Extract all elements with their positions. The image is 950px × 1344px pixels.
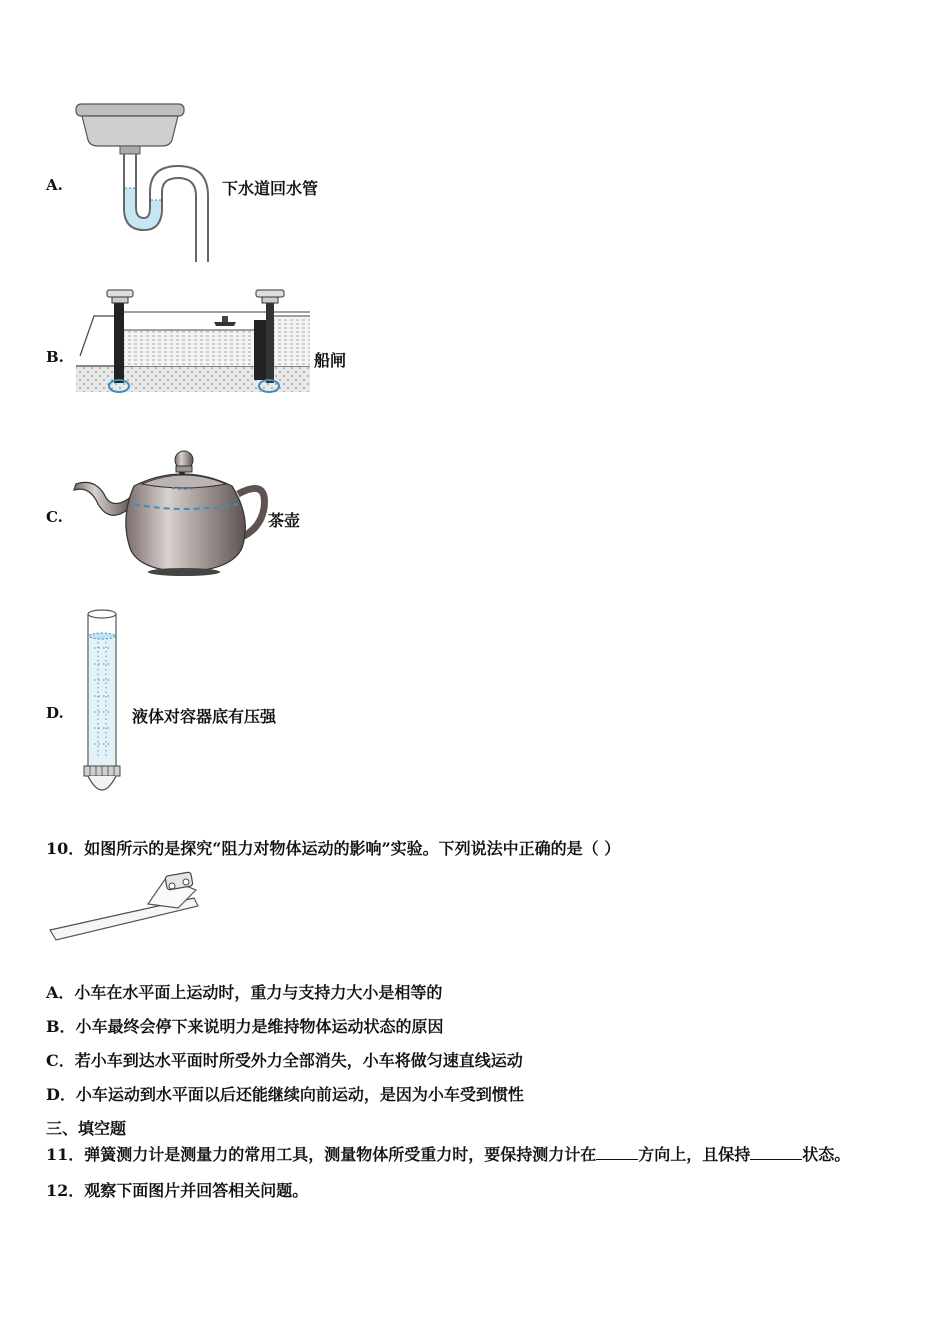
incline-cart-figure [48,868,200,948]
section-3-title: 三、填空题 [46,1119,127,1138]
option-b-caption: 船闸 [314,351,347,370]
option-d-letter: D. [46,704,64,722]
question-10-option-d: D．小车运动到水平面以后还能继续向前运动，是因为小车受到惯性 [46,1085,524,1104]
question-10-option-c: C．若小车到达水平面时所受外力全部消失，小车将做匀速直线运动 [46,1051,523,1070]
question-11-part2: 方向上，且保持 [638,1145,751,1164]
option-b-letter: B. [46,348,64,366]
tube-figure [80,608,130,800]
teapot-figure [72,448,272,578]
option-a-letter: A. [46,176,63,194]
question-10-stem: 10．如图所示的是探究“阻力对物体运动的影响”实验。下列说法中正确的是（ ） [46,839,621,858]
option-c-letter: C. [46,508,63,526]
ship-lock-figure [74,286,314,398]
question-12-stem: 12．观察下面图片并回答相关问题。 [46,1181,309,1200]
option-c-caption: 茶壶 [268,511,301,530]
question-11-part3: 状态。 [802,1145,851,1164]
question-11 [46,1142,850,1165]
blank-2[interactable] [750,1145,802,1160]
option-a-caption: 下水道回水管 [222,179,319,198]
question-11-part1: 11．弹簧测力计是测量力的常用工具，测量物体所受重力时，要保持测力计在 [46,1145,597,1164]
option-d-caption: 液体对容器底有压强 [132,707,277,726]
sink-trap-figure [70,100,220,265]
question-10-option-a: A．小车在水平面上运动时，重力与支持力大小是相等的 [46,983,443,1002]
blank-1[interactable] [596,1145,638,1160]
question-10-option-b: B．小车最终会停下来说明力是维持物体运动状态的原因 [46,1017,444,1036]
